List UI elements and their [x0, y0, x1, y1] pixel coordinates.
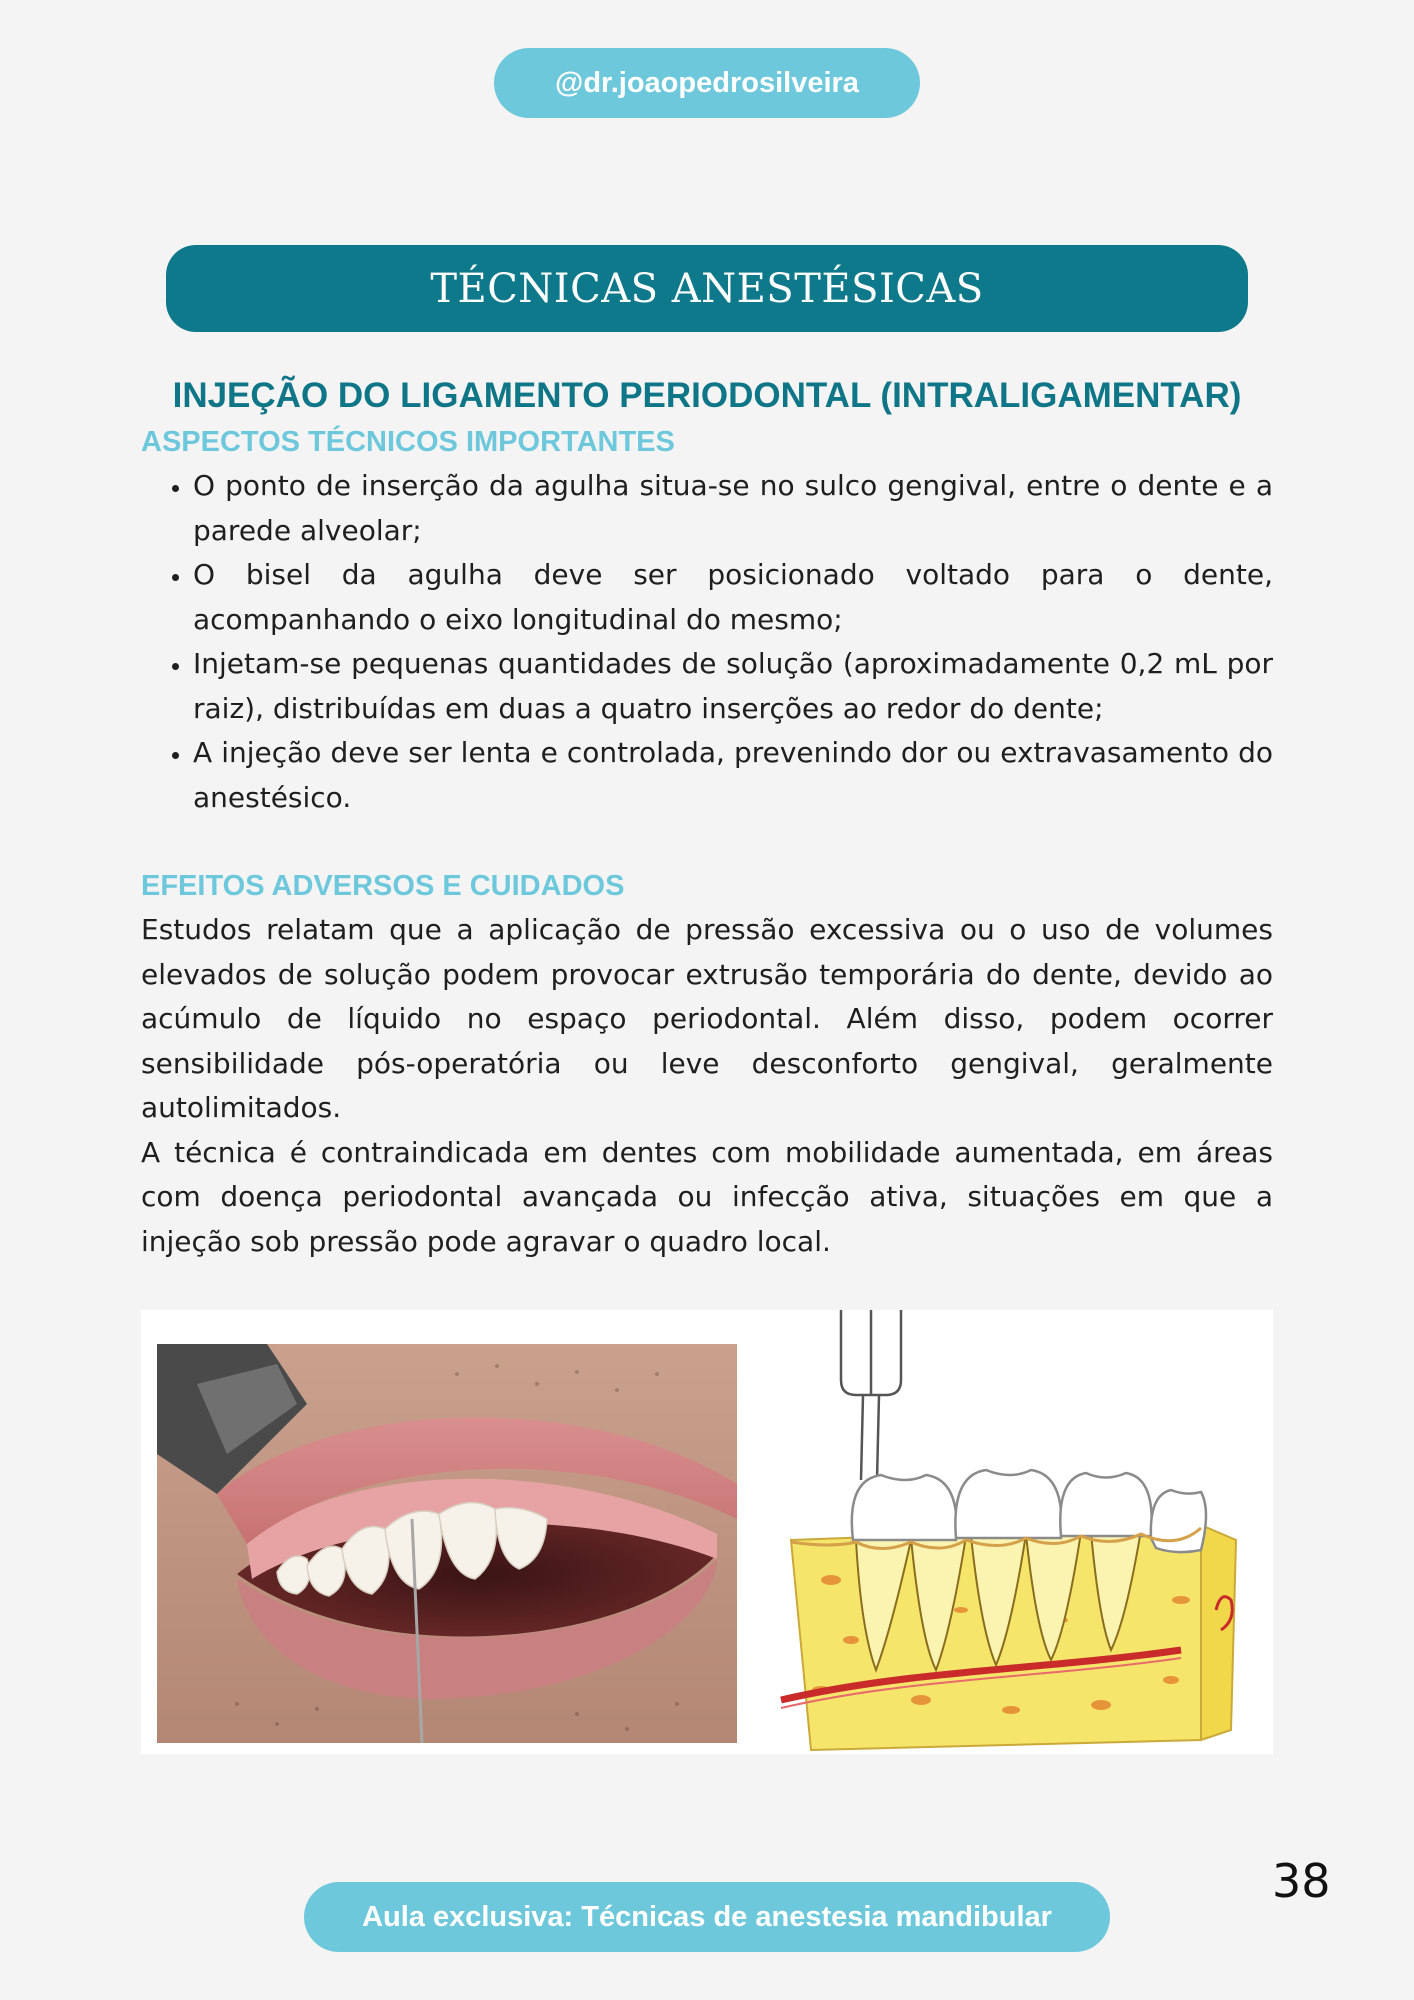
page-title: INJEÇÃO DO LIGAMENTO PERIODONTAL (INTRALIGAMENTAR) — [172, 376, 1242, 415]
instagram-handle: @dr.joaopedrosilveira — [494, 48, 920, 118]
list-item: • A injeção deve ser lenta e controlada, prevenindo dor ou extravasamento do anestésico. — [193, 731, 1273, 820]
technique-illustration — [761, 1310, 1271, 1754]
spacer — [141, 820, 1273, 864]
technique-figure — [141, 1310, 1273, 1754]
list-item: • O bisel da agulha deve ser posicionado voltado para o dente, acompanhando o eixo longitudinal do mesmo; — [193, 553, 1273, 642]
list-item: • Injetam-se pequenas quantidades de solução (aproximadamente 0,2 mL por raiz), distribuídas em duas a quatro inserções ao redor do dente; — [193, 642, 1273, 731]
adverse-paragraph: Estudos relatam que a aplicação de pressão excessiva ou o uso de volumes elevados de solução podem provocar extrusão temporária do dente, devido ao acúmulo de líquido no espaço periodontal. Além disso, podem ocorrer sensibilidade pós-operatória ou leve desconforto gengival, geralmente autolimitados. — [141, 913, 1273, 1124]
contraindication-paragraph: A técnica é contraindicada em dentes com mobilidade aumentada, em áreas com doença periodontal avançada ou infecção ativa, situações em que a injeção sob pressão pode agravar o quadro local. — [141, 1135, 1273, 1258]
aspects-heading: ASPECTOS TÉCNICOS IMPORTANTES — [141, 426, 675, 458]
aspects-list — [141, 464, 1273, 820]
course-link[interactable]: Aula exclusiva: Técnicas de anestesia mandibular — [304, 1882, 1110, 1952]
clinical-photo — [157, 1344, 737, 1743]
page-number: 38 — [1272, 1854, 1331, 1908]
adverse-effects-heading: EFEITOS ADVERSOS E CUIDADOS — [141, 870, 625, 902]
main-content — [141, 372, 1273, 1264]
list-item: • O ponto de inserção da agulha situa-se no sulco gengival, entre o dente e a parede alveolar; — [193, 464, 1273, 553]
section-banner: TÉCNICAS ANESTÉSICAS — [166, 245, 1248, 332]
